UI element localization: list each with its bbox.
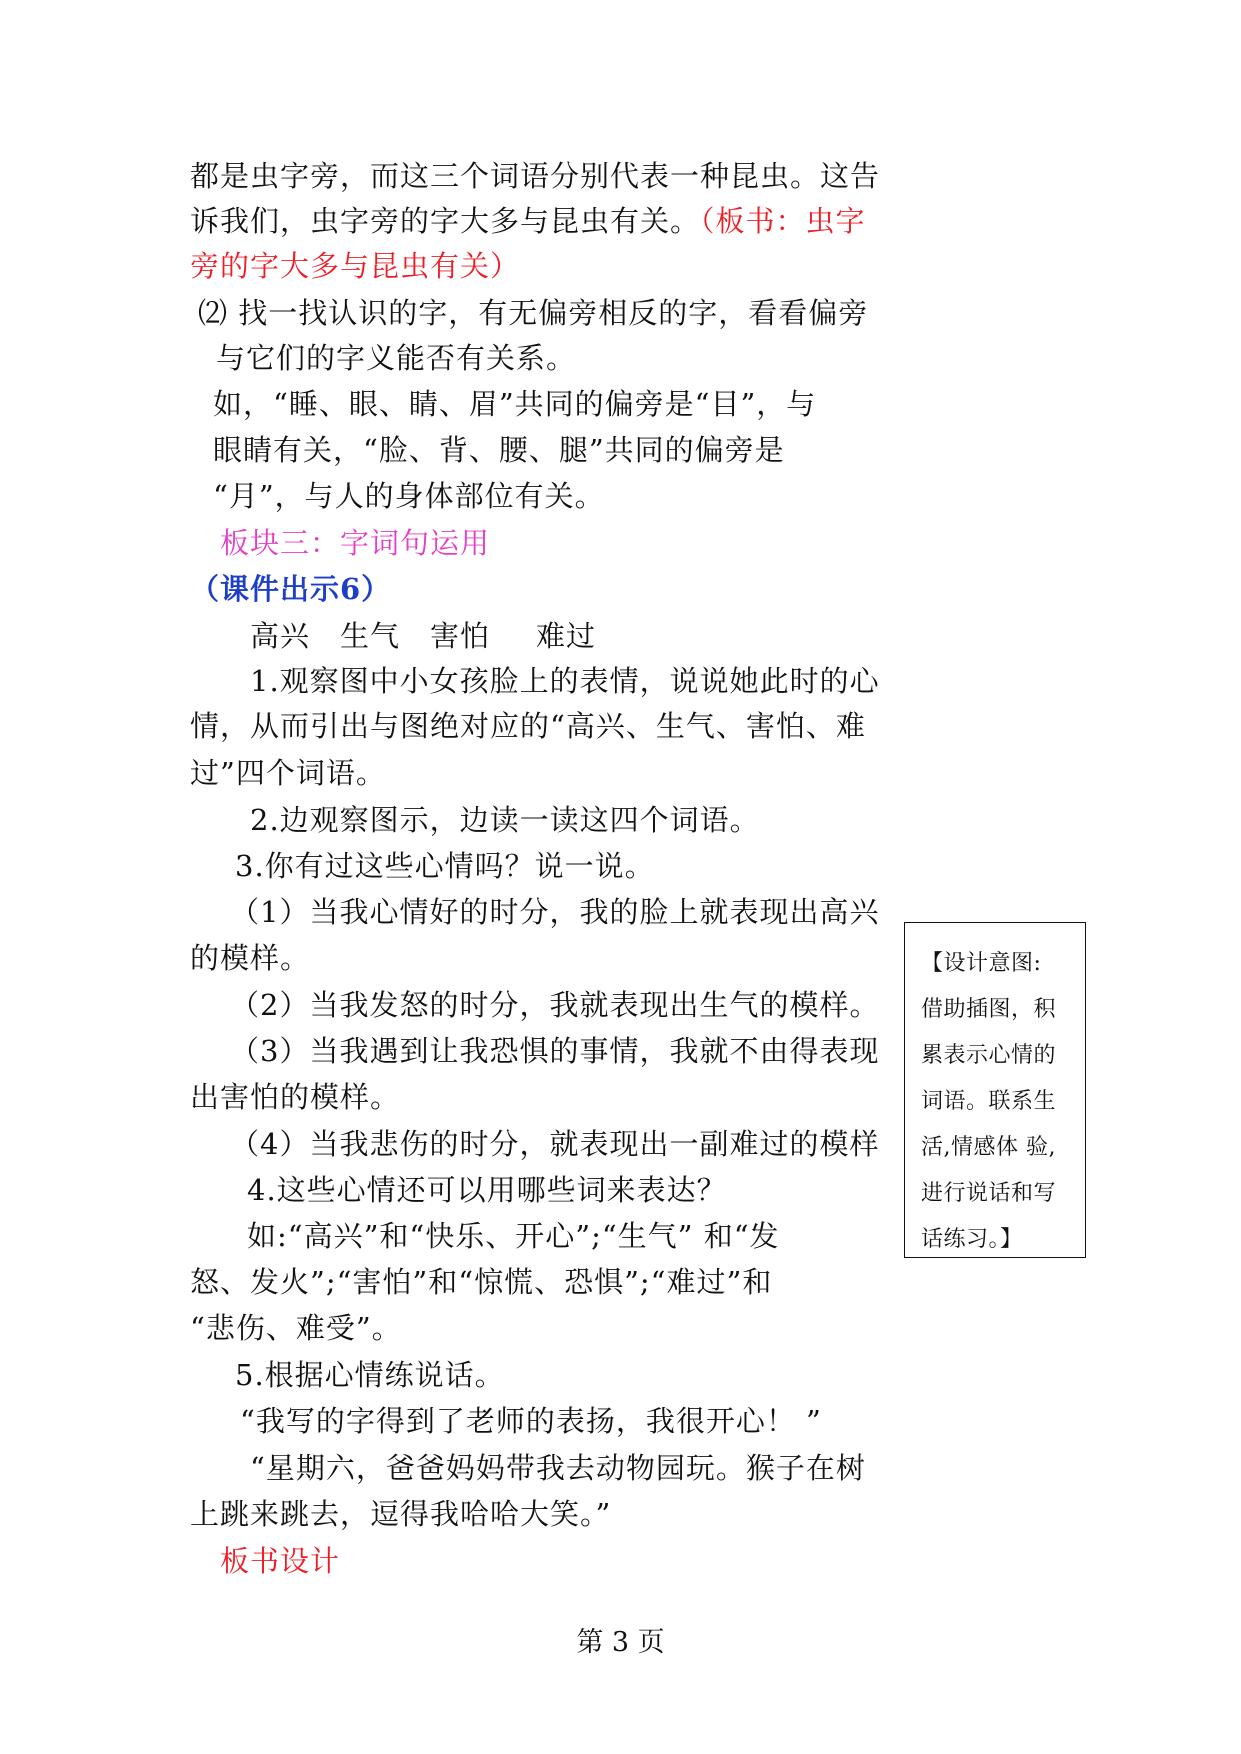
section-heading: 板块三：字词句运用 [220,526,491,560]
text-line: 1.观察图中小女孩脸上的表情，说说她此时的心 [250,664,880,698]
text-line: （3）当我遇到让我恐惧的事情，我就不由得表现 [230,1034,880,1068]
text-line: （2）当我发怒的时分，我就表现出生气的模样。 [230,988,880,1022]
text-line: 与它们的字义能否有关系。 [216,341,577,375]
note-line: 话练习。】 [921,1227,1023,1252]
text-line: “星期六，爸爸妈妈带我去动物园玩。猴子在树 [250,1451,866,1485]
emotion-word: 生气 [340,619,401,653]
text-line: “我写的字得到了老师的表扬，我很开心！ ” [240,1404,822,1438]
text-line: 都是虫字旁，而这三个词语分别代表一种昆虫。这告 [190,159,881,193]
text-line: 情，从而引出与图绝对应的“高兴、生气、害怕、难 [190,709,866,743]
note-line: 借助插图，积 [921,997,1057,1022]
text-line: （1）当我心情好的时分，我的脸上就表现出高兴 [230,895,880,929]
text-line: 的模样。 [190,941,311,975]
note-line: 累表示心情的 [921,1043,1057,1068]
text-line: ⑵ 找一找认识的字，有无偏旁相反的字，看看偏旁 [198,296,869,330]
text-line [190,203,866,239]
board-note-inline: （板书：虫字 [700,204,866,238]
text-line: 如，“睡、眼、睛、眉”共同的偏旁是“目”，与 [213,387,817,421]
text-line: （4）当我悲伤的时分，就表现出一副难过的模样 [230,1127,880,1161]
text-line: 上跳来跳去，逗得我哈哈大笑。” [190,1497,612,1531]
note-line: 【设计意图: [921,951,1042,976]
text-line: 怒、发火”;“害怕”和“惊慌、恐惧”;“难过”和 [190,1265,773,1299]
text-line: 4.这些心情还可以用哪些词来表达？ [247,1173,727,1207]
text-line: 2.边观察图示，边读一读这四个词语。 [250,803,760,837]
board-design-heading: 板书设计 [220,1544,341,1578]
text-line: “悲伤、难受”。 [190,1311,402,1345]
page-number: 第 3 页 [576,1627,665,1658]
note-line: 活,情感体 验, [921,1135,1056,1160]
emotion-words [250,618,626,654]
text-line: 如:“高兴”和“快乐、开心”;“生气” 和“发 [247,1219,780,1253]
text-line: “月”，与人的身体部位有关。 [213,479,605,513]
text-line: 出害怕的模样。 [190,1080,401,1114]
emotion-word: 难过 [536,619,597,653]
text-line: 3.你有过这些心情吗？说一说。 [235,849,655,883]
note-line: 进行说话和写 [921,1181,1057,1206]
text-line-body: 诉我们，虫字旁的字大多与昆虫有关。 [190,204,701,238]
text-line: 过”四个词语。 [190,756,386,790]
emotion-word: 高兴 [250,619,311,653]
emotion-word: 害怕 [430,619,491,653]
courseware-label: （课件出示6） [190,572,392,606]
text-line: 眼睛有关，“脸、背、腰、腿”共同的偏旁是 [213,433,785,467]
design-intent-box [904,922,1086,1258]
board-note-continuation: 旁的字大多与昆虫有关） [190,249,521,283]
note-line: 词语。联系生 [921,1089,1057,1114]
text-line: 5.根据心情练说话。 [235,1358,505,1392]
